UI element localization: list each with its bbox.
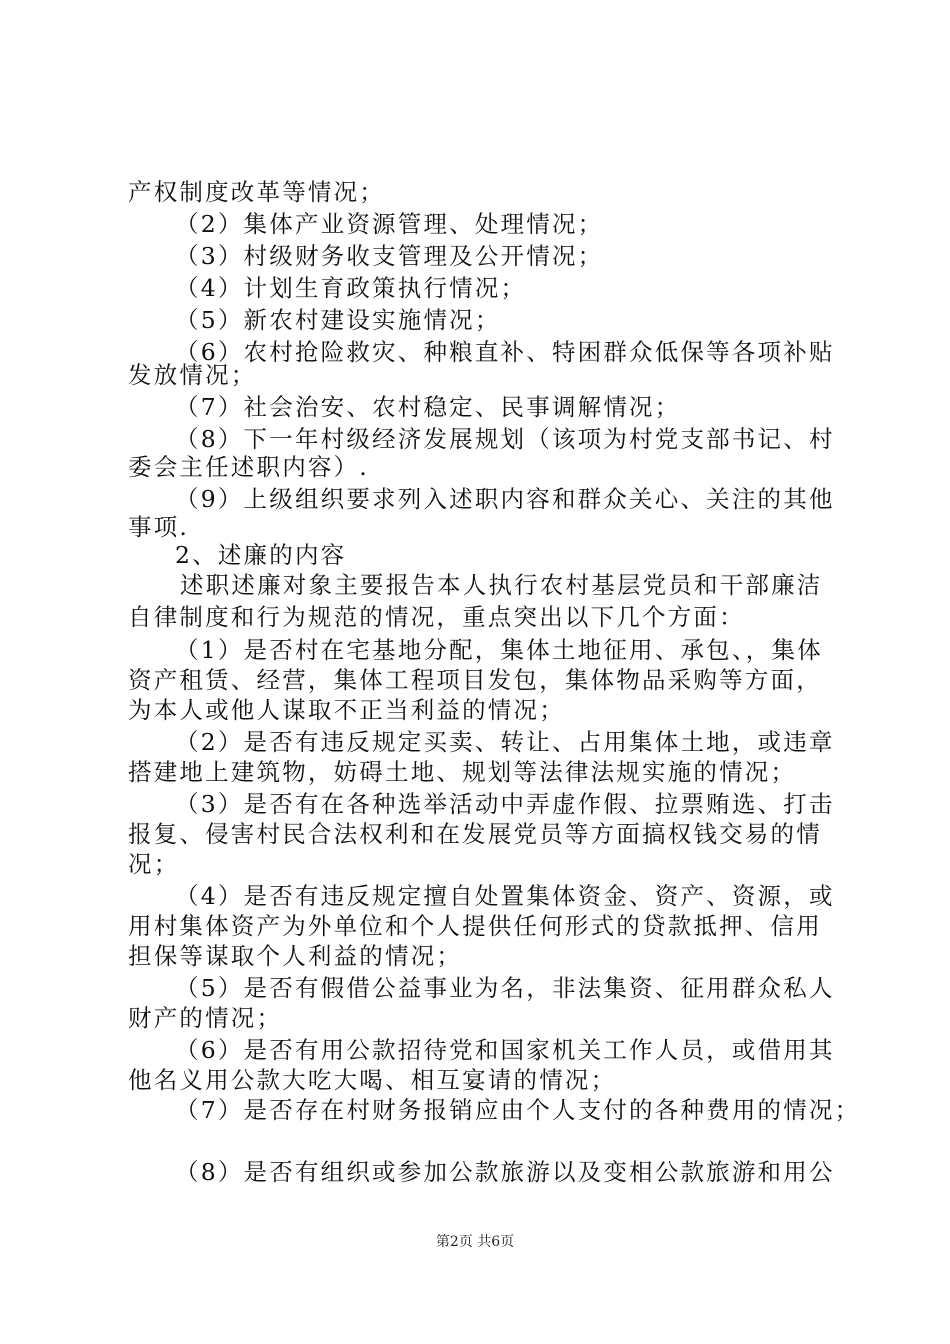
- text-line: 他名义用公款大吃大喝、相互宴请的情况；: [128, 1066, 617, 1094]
- text-line: （4）计划生育政策执行情况；: [175, 274, 527, 302]
- text-line: （7）社会治安、农村稳定、民事调解情况；: [175, 393, 681, 421]
- text-line: 为本人或他人谋取不正当利益的情况；: [128, 696, 565, 724]
- text-line: （8）下一年村级经济发展规划（该项为村党支部书记、村: [175, 425, 835, 453]
- page-footer: 第2页 共6页: [435, 1234, 515, 1250]
- text-line: （9）上级组织要求列入述职内容和群众关心、关注的其他: [175, 485, 835, 513]
- text-line: （7）是否存在村财务报销应由个人支付的各种费用的情况；: [175, 1096, 861, 1124]
- text-line: 财产的情况；: [128, 1004, 283, 1032]
- text-line: 用村集体资产为外单位和个人提供任何形式的贷款抵押、信用: [128, 912, 822, 940]
- text-line: （3）是否有在各种选举活动中弄虚作假、拉票贿选、打击: [175, 790, 835, 818]
- section-heading: 2、述廉的内容: [175, 541, 347, 569]
- text-line: 发放情况；: [128, 361, 257, 389]
- text-line: 报复、侵害村民合法权利和在发展党员等方面搞权钱交易的情: [128, 820, 822, 848]
- text-line: （3）村级财务收支管理及公开情况；: [175, 242, 604, 270]
- text-line: （2）集体产业资源管理、处理情况；: [175, 210, 604, 238]
- text-line: 自律制度和行为规范的情况，重点突出以下几个方面：: [128, 603, 745, 631]
- text-line: （6）是否有用公款招待党和国家机关工作人员，或借用其: [175, 1036, 835, 1064]
- text-line: 况；: [128, 850, 180, 878]
- text-line: 述职述廉对象主要报告本人执行农村基层党员和干部廉洁: [180, 571, 823, 599]
- text-line: （5）新农村建设实施情况；: [175, 306, 501, 334]
- text-line: （6）农村抢险救灾、种粮直补、特困群众低保等各项补贴: [175, 338, 835, 366]
- text-line: 委会主任述职内容）.: [128, 453, 369, 481]
- text-line: 资产租赁、经营，集体工程项目发包，集体物品采购等方面，: [128, 666, 822, 694]
- text-line: （1）是否村在宅基地分配，集体土地征用、承包、，集体: [175, 636, 823, 664]
- text-line: （4）是否有违反规定擅自处置集体资金、资产、资源，或: [175, 882, 835, 910]
- text-line: 事项.: [128, 513, 190, 541]
- text-line: （5）是否有假借公益事业为名，非法集资、征用群众私人: [175, 974, 835, 1002]
- text-line: 担保等谋取个人利益的情况；: [128, 942, 463, 970]
- text-line: （8）是否有组织或参加公款旅游以及变相公款旅游和用公: [175, 1158, 835, 1186]
- text-line: （2）是否有违反规定买卖、转让、占用集体土地，或违章: [175, 728, 835, 756]
- text-line: 产权制度改革等情况；: [128, 178, 385, 206]
- text-line: 搭建地上建筑物，妨碍土地、规划等法律法规实施的情况；: [128, 758, 797, 786]
